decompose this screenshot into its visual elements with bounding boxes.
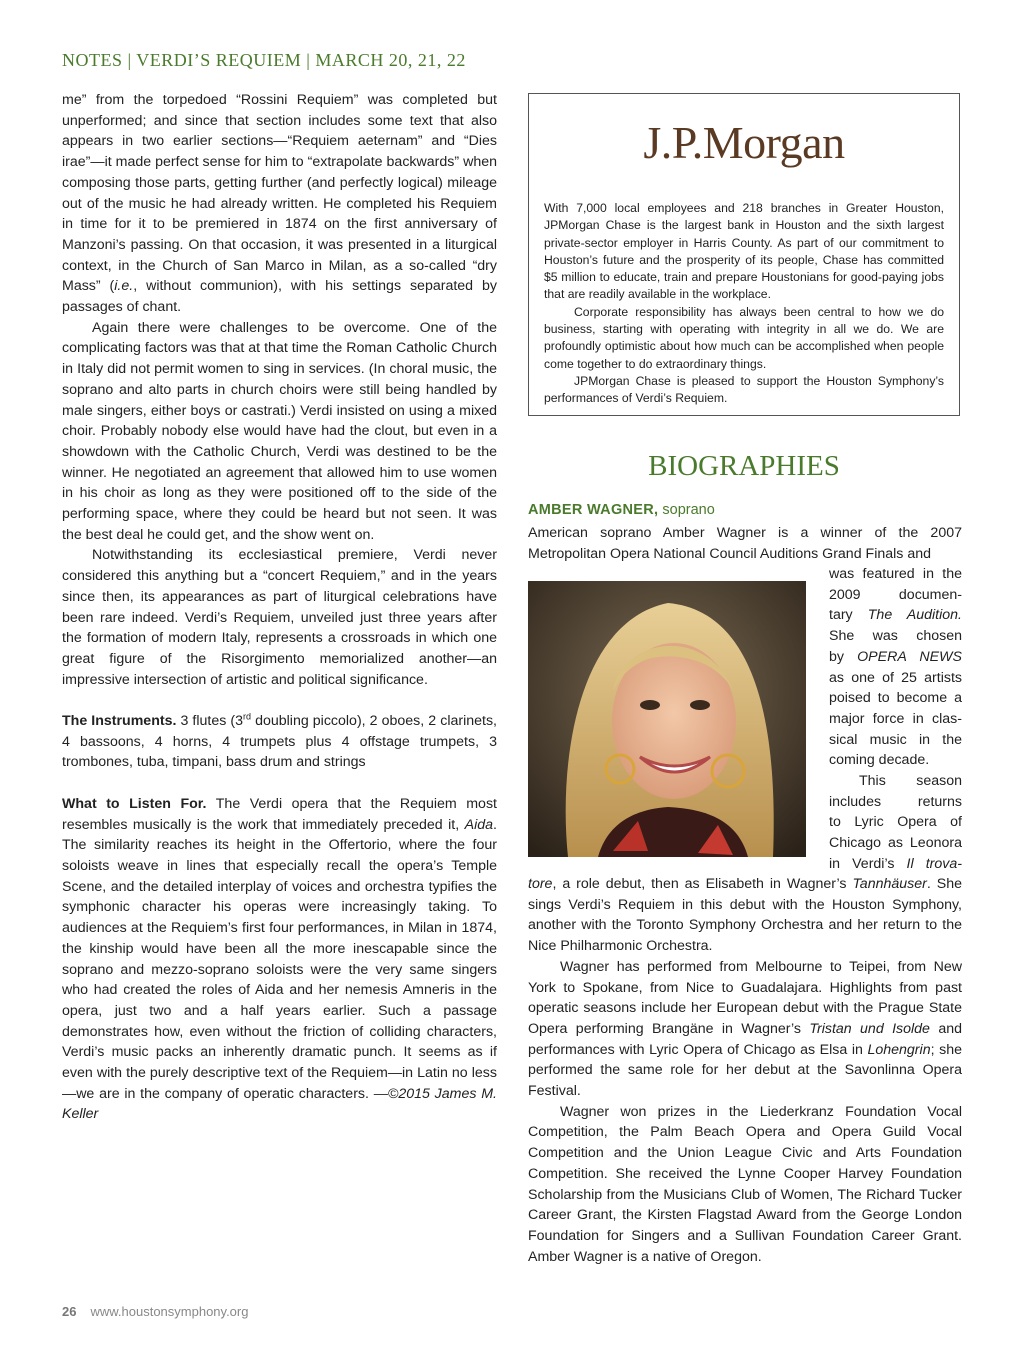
jpmorgan-logo: J.P.Morgan bbox=[643, 117, 845, 168]
wrap-line: as one of 25 artists bbox=[829, 669, 962, 686]
bio-paragraph bbox=[528, 874, 962, 957]
sponsor-text bbox=[544, 200, 944, 408]
wrap-line: by OPERA NEWS bbox=[829, 648, 962, 665]
wrap-line: poised to become a bbox=[829, 690, 962, 707]
artist-role: soprano bbox=[658, 502, 715, 518]
sponsor-ad-box bbox=[528, 93, 960, 416]
author-credit: —©2015 James M. Keller bbox=[62, 1085, 497, 1123]
bio-text: ; she performed the same role for her debut at the Savonlinna Opera Festival. bbox=[528, 1041, 962, 1100]
wrap-line: was featured in the bbox=[829, 566, 962, 582]
artist-name: AMBER WAGNER, bbox=[528, 502, 659, 518]
notes-italic: Aida bbox=[464, 816, 494, 833]
running-header: NOTES | VERDI’S REQUIEM | MARCH 20, 21, 22 bbox=[62, 50, 466, 70]
listen-label: What to Listen For. bbox=[62, 795, 207, 812]
page-number: 26 bbox=[62, 1304, 77, 1319]
notes-text: doubling piccolo), 2 oboes, 2 clarinets, 4 bassoons, 4 horns, 4 trumpets plus 4 offstage trumpets, 3 trombones, tuba, timpani, bass drum and strings bbox=[62, 713, 497, 771]
bio-intro: American soprano Amber Wagner is a winner of the 2007 Metropolitan Opera National Council Auditions Grand Finals and bbox=[528, 525, 962, 562]
instruments-paragraph bbox=[62, 711, 497, 773]
wrap-line: in Verdi’s Il trova- bbox=[829, 855, 962, 872]
wrap-line: tary The Audition. bbox=[829, 607, 963, 624]
bio-name-line bbox=[528, 502, 715, 518]
bio-italic: Tannhäuser bbox=[852, 876, 927, 892]
notes-text: , without communion), with his settings separated by passages of chant. bbox=[62, 278, 497, 316]
notes-text: The Verdi opera that the Requiem most resembles musically is the work that immediately preceded it, bbox=[62, 795, 497, 833]
program-notes-column bbox=[62, 90, 497, 1125]
page-footer bbox=[62, 1304, 248, 1319]
wrap-line: includes returns bbox=[829, 793, 962, 810]
listen-paragraph bbox=[62, 794, 497, 1125]
notes-text: . The similarity reaches its height in the Offertorio, where the four soloists weave in lines that especially recall the opera’s Temple Scene, and the detailed interplay of voices and orchestra typifies the symphonic character his operas were increasingly taking. To audiences at the Requiem’s first four performances, in Milan in 1874, the kinship would have been all the more inescapable since the soprano and mezzo-soprano soloists were the very same singers who had created the roles of Aida and her nemesis Amneris in the opera, just two and a half years earlier. Such a passage demonstrates how, even without the friction of colliding characters, Verdi’s music packs an inherently dramatic punch. It seems as if even with the purely descriptive text of the Requiem—in Latin no less—we are in the company of operatic characters. bbox=[62, 816, 497, 1102]
bio-italic: Lohengrin bbox=[867, 1041, 931, 1058]
instruments-label: The Instruments. bbox=[62, 713, 177, 730]
notes-paragraph: Notwithstanding its ecclesiastical premiere, Verdi never considered this anything but a “concert Requiem,” and in the years since then, its appearances as part of liturgical celebrations have been rare indeed. Verdi’s Requiem, unveiled just three years after the formation of modern Italy, represents a crossroads in which one great figure of the Risorgimento memorialized another—an impressive intersection of artistic and political significance. bbox=[62, 547, 497, 688]
artist-photo bbox=[528, 581, 806, 857]
superscript: rd bbox=[243, 711, 252, 722]
bio-paragraph bbox=[528, 957, 962, 1102]
notes-paragraph: Again there were challenges to be overcome. One of the complicating factors was that at that time the Roman Catholic Church in Italy did not permit women to sing in services. (In choral music, the soprano and alto parts in church choirs were still being handled by male singers, either boys or castrati.) Verdi insisted on using a mixed choir. Probably nobody else would have had the clout, but even in a showdown with the Catholic Church, Verdi was destined to be the winner. He negotiated an agreement that allowed him to use women in his choir as long as they were positioned off to the side of the performing space, where they could be heard but not seen. It was the best deal he could get, and the show went on. bbox=[62, 319, 497, 543]
bio-italic: tore bbox=[528, 876, 553, 892]
wrap-line: sical music in the bbox=[829, 731, 962, 748]
sponsor-paragraph: Corporate responsibility has always been central to how we do business, starting with operating with integrity in all we do. We are profoundly optimistic about how much can be accomplished when people come together to do extraordinary things. bbox=[544, 304, 944, 371]
notes-text: me” from the torpedoed “Rossini Requiem” was completed but unperformed; and since that section includes some text that also appears in two earlier sections—“Requiem aeternam” and “Dies irae”—it made perfect sense for him to “extrapolate backwards” when composing those parts, getting further (and perfectly logical) mileage out of the music he had already written. He completed his Requiem in time for it to be premiered in 1874 on the first anniversary of Manzoni’s passing. On that occasion, it was presented in a liturgical context, in the Church of San Marco in Milan, as a so-called “dry Mass” ( bbox=[62, 92, 497, 295]
bio-body bbox=[528, 874, 962, 1267]
notes-italic: i.e. bbox=[114, 278, 134, 295]
bio-wrap-text bbox=[829, 564, 962, 875]
biographies-heading: BIOGRAPHIES bbox=[648, 450, 840, 482]
bio-italic: Tristan und Isolde bbox=[809, 1020, 930, 1037]
portrait-image bbox=[528, 581, 806, 857]
bio-text: and performances with Lyric Opera of Chicago as Elsa in bbox=[528, 1020, 962, 1058]
wrap-line: major force in clas- bbox=[829, 710, 962, 727]
wrap-line: 2009 documen- bbox=[829, 586, 962, 603]
notes-paragraph bbox=[62, 90, 497, 318]
wrap-line: coming decade. bbox=[829, 752, 930, 769]
wrap-line: to Lyric Opera of bbox=[829, 814, 962, 831]
wrap-line: This season bbox=[859, 773, 962, 790]
wrap-line: She was chosen bbox=[829, 628, 962, 645]
bio-text: Wagner has performed from Melbourne to Teipei, from New York to Spokane, from Nice to Guadalajara. Highlights from past operatic seasons include her European debut with the Prague State Opera performing Brangäne in Wagner’s bbox=[528, 958, 962, 1037]
bio-paragraph: Wagner won prizes in the Liederkranz Foundation Vocal Competition, the Palm Beach Opera and Opera Guild Vocal Competition and the Union League Civic and Arts Foundation Competition. She received the Lynne Cooper Harvey Foundation Scholarship from the Musicians Club of Women, The Richard Tucker Career Grant, the Kirsten Flagstad Award from the George London Foundation for Singers and a Sullivan Foundation Career Grant. Amber Wagner is a native of Oregon. bbox=[528, 1103, 962, 1265]
bio-text: . She sings Verdi’s Requiem in this debut with the Houston Symphony, another with the Toronto Symphony Orchestra and her return to the Nice Philharmonic Orchestra. bbox=[528, 876, 962, 955]
sponsor-paragraph: JPMorgan Chase is pleased to support the Houston Symphony’s performances of Verdi’s Requiem. bbox=[544, 373, 944, 406]
notes-text: 3 flutes (3 bbox=[176, 713, 244, 730]
footer-url: www.houstonsymphony.org bbox=[90, 1304, 249, 1319]
wrap-line: Chicago as Leonora bbox=[829, 835, 962, 852]
bio-text: , a role debut, then as Elisabeth in Wagner’s bbox=[552, 876, 853, 892]
sponsor-paragraph: With 7,000 local employees and 218 branches in Greater Houston, JPMorgan Chase is the largest bank in Houston and the sixth largest private-sector employer in Harris County. As part of our commitment to Houston’s future and the prosperity of its people, Chase has committed $5 million to educate, train and prepare Houstonians for good-paying jobs that are readily available in the workplace. bbox=[544, 201, 944, 302]
